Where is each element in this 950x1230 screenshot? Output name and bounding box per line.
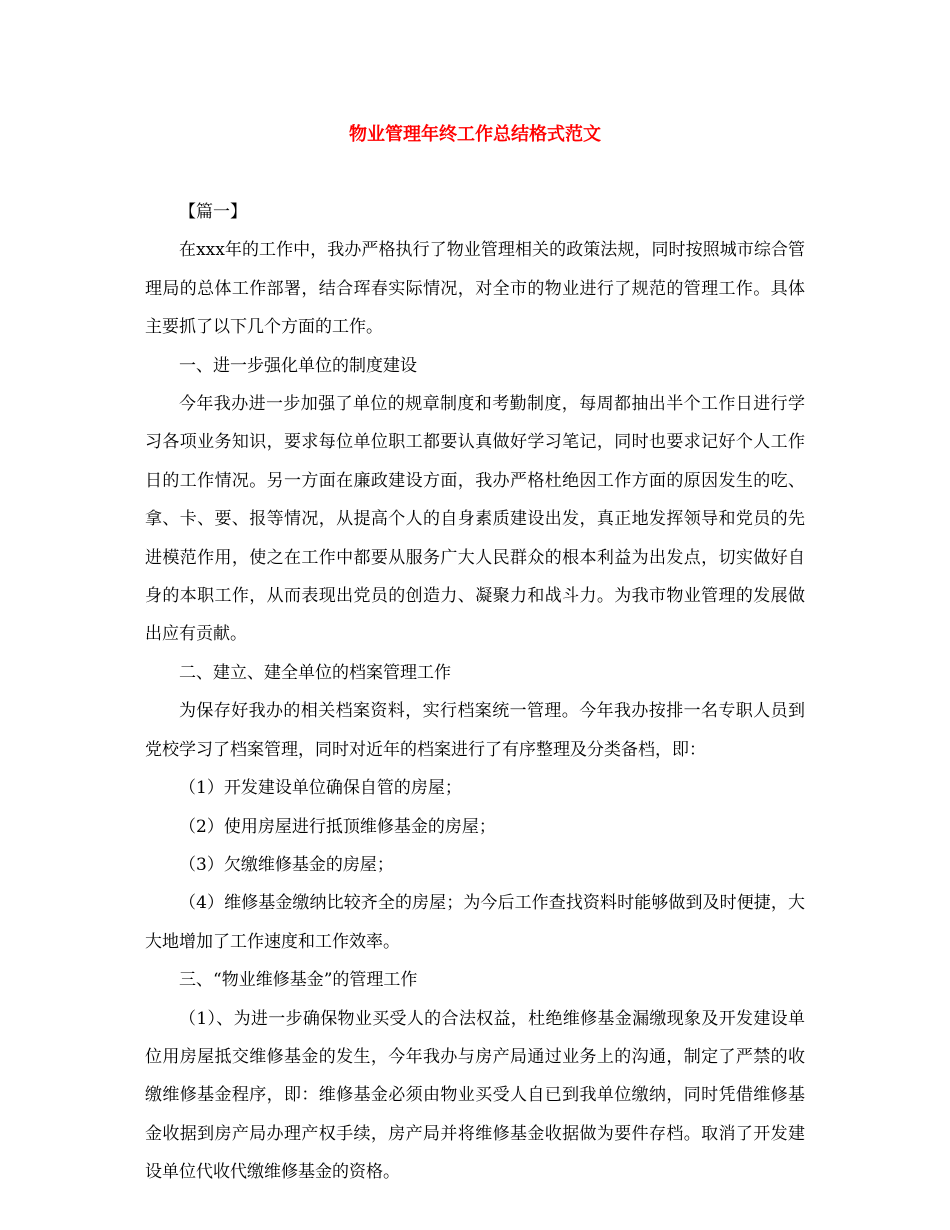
- intro-paragraph: 在xxx年的工作中，我办严格执行了物业管理相关的政策法规，同时按照城市综合管理局的总体工作部署，结合珲春实际情况，对全市的物业进行了规范的管理工作。具体主要抓了以下几个方面的工作。: [145, 240, 805, 338]
- section-heading-3: 三、“物业维修基金”的管理工作: [179, 970, 418, 991]
- body-paragraph: 今年我办进一步加强了单位的规章制度和考勤制度，每周都抽出半个工作日进行学习各项业务知识，要求每位单位职工都要认真做好学习笔记，同时也要求记好个人工作日的工作情况。另一方面在廉政建设方面，我办严格杜绝因工作方面的原因发生的吃、拿、卡、要、报等情况，从提高个人的自身素质建设出发，真正地发挥领导和党员的先进模范作用，使之在工作中都要从服务广大人民群众的根本利益为出发点，切实做好自身的本职工作，从而表现出党员的创造力、凝聚力和战斗力。为我市物业管理的发展做出应有贡献。: [145, 394, 805, 645]
- body-paragraph: 为保存好我办的相关档案资料，实行档案统一管理。今年我办按排一名专职人员到党校学习了档案管理，同时对近年的档案进行了有序整理及分类备档，即：: [145, 701, 805, 760]
- list-item: （4）维修基金缴纳比较齐全的房屋；为今后工作查找资料时能够做到及时便捷，大大地增加了工作速度和工作效率。: [145, 893, 805, 952]
- section-heading-2: 二、建立、建全单位的档案管理工作: [179, 662, 451, 683]
- list-item: （1）开发建设单位确保自管的房屋；: [179, 778, 462, 799]
- document-body: [145, 193, 805, 1192]
- section-heading-1: 一、进一步强化单位的制度建设: [179, 355, 417, 376]
- section-heading-part-one: 【篇一】: [179, 202, 247, 222]
- body-paragraph: （1）、为进一步确保物业买受人的合法权益，杜绝维修基金漏缴现象及开发建设单位用房屋抵交维修基金的发生，今年我办与房产局通过业务上的沟通，制定了严禁的收缴维修基金程序，即：维修基金必须由物业买受人自已到我单位缴纳，同时凭借维修基金收据到房产局办理产权手续，房产局并将维修基金收据做为要件存档。取消了开发建设单位代收代缴维修基金的资格。: [145, 1008, 805, 1183]
- list-item: （3）欠缴维修基金的房屋；: [179, 854, 394, 875]
- document-title: 物业管理年终工作总结格式范文: [349, 124, 601, 145]
- list-item: （2）使用房屋进行抵顶维修基金的房屋；: [179, 816, 496, 837]
